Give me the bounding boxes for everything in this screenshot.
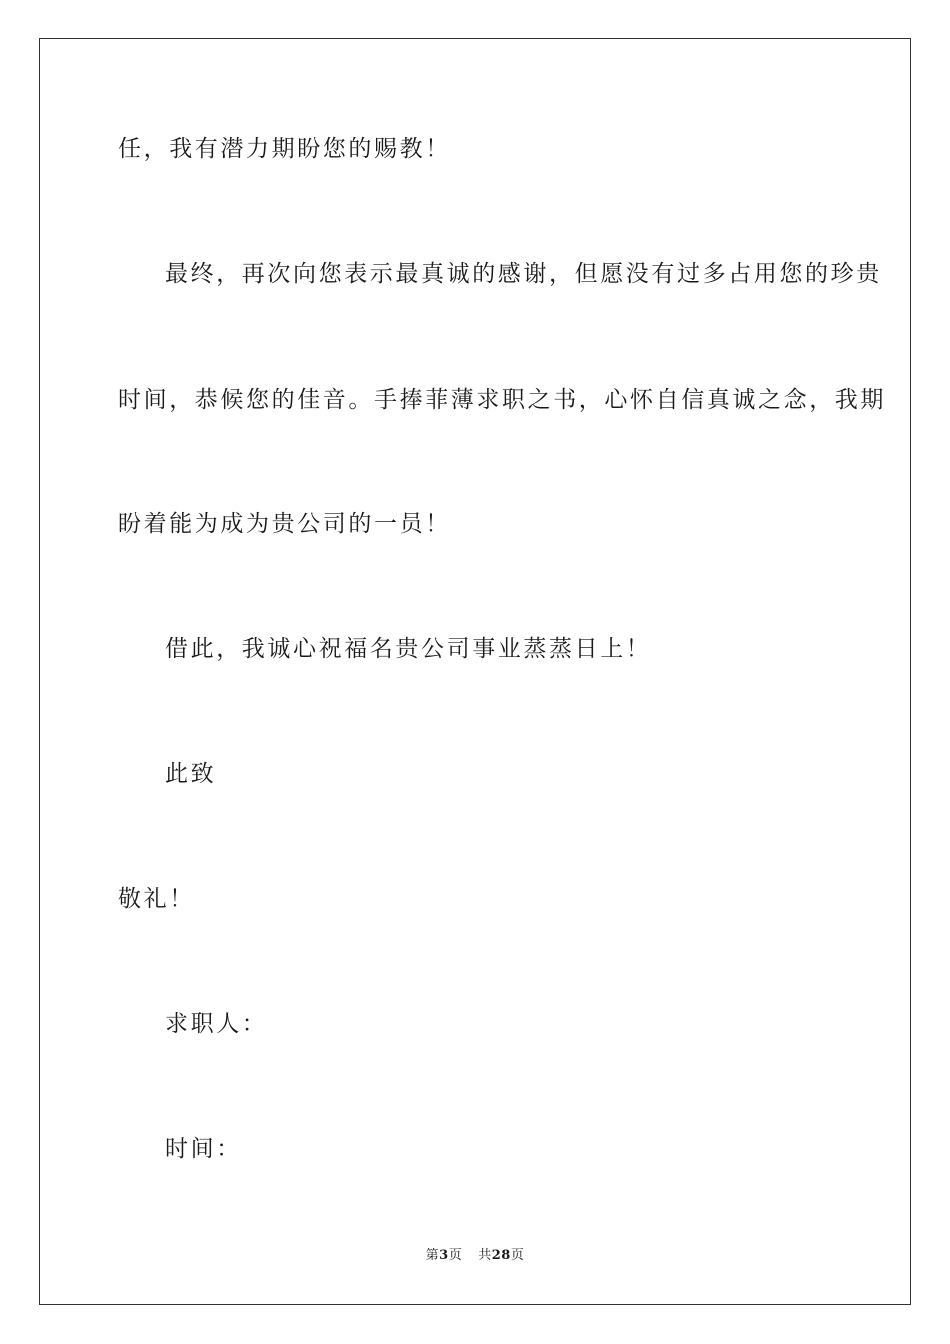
body-line-4: 盼着能为成为贵公司的一员！ [118, 511, 451, 537]
body-line-1: 任，我有潜力期盼您的赐教！ [118, 136, 451, 162]
footer-page-prefix: 第 [425, 1248, 440, 1263]
closing-regards: 敬礼！ [118, 886, 195, 912]
page-footer [0, 1247, 950, 1265]
footer-total-pages: 28 [491, 1248, 511, 1263]
footer-total-suffix: 页 [510, 1248, 525, 1263]
body-line-2: 最终，再次向您表示最真诚的感谢，但愿没有过多占用您的珍贵 [165, 261, 882, 287]
page-border [39, 38, 911, 1305]
body-line-3: 时间，恭候您的佳音。手捧菲薄求职之书，心怀自信真诚之念，我期 [118, 387, 886, 413]
body-line-5: 借此，我诚心祝福名贵公司事业蒸蒸日上！ [165, 636, 652, 662]
date-label: 时间： [165, 1136, 242, 1162]
footer-page-number: 3 [439, 1248, 449, 1263]
footer-total-prefix: 共 [478, 1248, 492, 1263]
closing-salutation: 此致 [165, 761, 217, 787]
applicant-label: 求职人： [165, 1011, 268, 1037]
footer-page-suffix: 页 [448, 1248, 463, 1263]
